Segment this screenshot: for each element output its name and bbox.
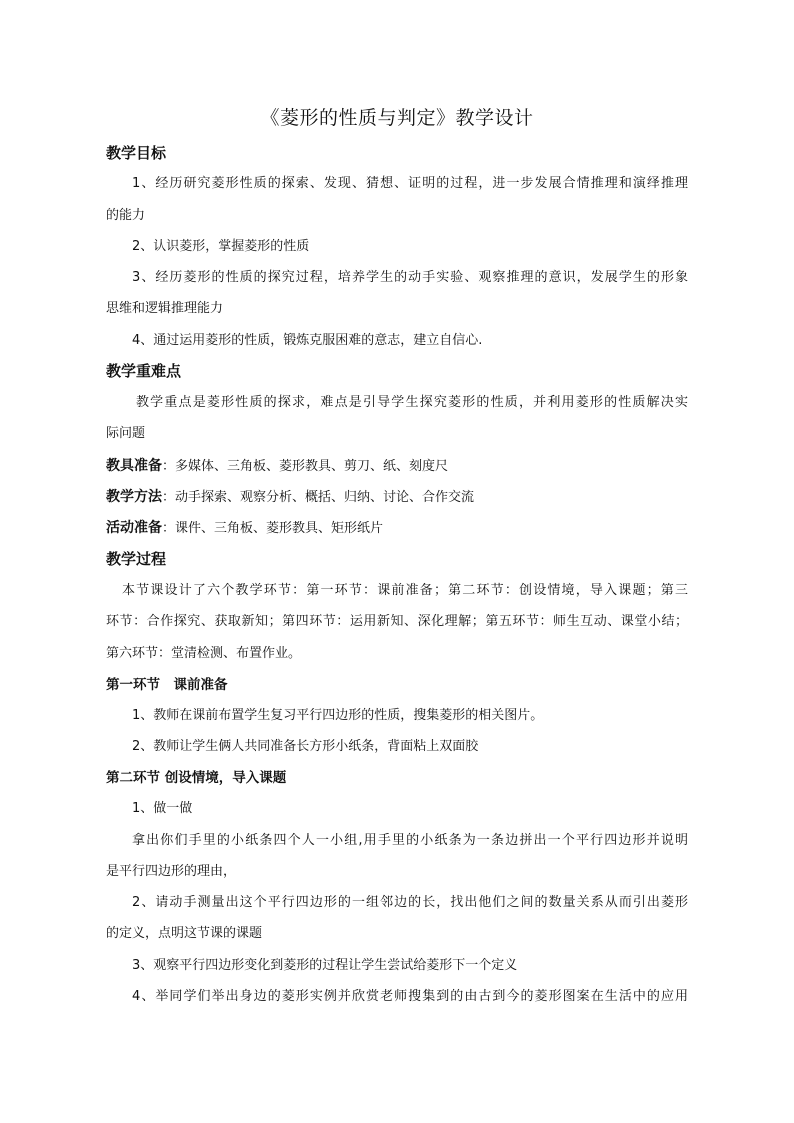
- key-points-line-2: 际问题: [106, 426, 146, 441]
- goal-2: 2、认识菱形，掌握菱形的性质: [132, 239, 310, 254]
- goal-1-line-1: 1、经历研究菱形性质的探索、发现、猜想、证明的过程，进一步发展合情推理和演绎推理: [132, 176, 688, 191]
- document-title: 《菱形的性质与判定》教学设计: [260, 107, 534, 129]
- tools-label: 教具准备: [106, 458, 162, 474]
- section-2-para-1-line-2: 是平行四边形的理由，: [106, 864, 237, 879]
- section-2-item-4: 4、举同学们举出身边的菱形实例并欣赏老师搜集到的由古到今的菱形图案在生活中的应用: [132, 989, 688, 1004]
- methods-text: ：动手探索、观察分析、概括、归纳、讨论、合作交流: [162, 490, 475, 505]
- section-1-item-2: 2、教师让学生俩人共同准备长方形小纸条，背面粘上双面胶: [132, 739, 479, 754]
- key-points-line-1: 教学重点是菱形性质的探求，难点是引导学生探究菱形的性质，并利用菱形的性质解决实: [136, 395, 688, 410]
- activity-row: [106, 516, 383, 541]
- section-2-item-2-line-2: 的定义，点明这节课的课题: [106, 926, 263, 941]
- tools-text: ：多媒体、三角板、菱形教具、剪刀、纸、刻度尺: [162, 459, 449, 474]
- goal-1-line-2: 的能力: [106, 208, 146, 223]
- process-heading: 教学过程: [106, 550, 167, 568]
- activity-label: 活动准备: [106, 520, 162, 536]
- goals-heading: 教学目标: [106, 144, 167, 162]
- key-points-heading: 教学重难点: [106, 362, 182, 380]
- tools-row: [106, 454, 448, 479]
- section-2-item-2-line-1: 2、请动手测量出这个平行四边形的一组邻边的长，找出他们之间的数量关系从而引出菱形: [132, 895, 688, 910]
- goal-3-line-1: 3、经历菱形的性质的探究过程，培养学生的动手实验、观察推理的意识，发展学生的形象: [132, 270, 688, 285]
- process-line-3: 第六环节：堂清检测、布置作业。: [106, 646, 302, 661]
- section-2-item-3: 3、观察平行四边形变化到菱形的过程让学生尝试给菱形下一个定义: [132, 958, 518, 973]
- section-1-item-1: 1、教师在课前布置学生复习平行四边形的性质，搜集菱形的相关图片。: [132, 708, 544, 723]
- section-2-item-1: 1、做一做: [132, 801, 193, 816]
- process-line-1: 本节课设计了六个教学环节：第一环节：课前准备；第二环节：创设情境，导入课题；第三: [122, 583, 688, 598]
- process-line-2: 环节：合作探究、获取新知；第四环节：运用新知、深化理解；第五环节：师生互动、课堂小结；: [106, 614, 688, 629]
- section-2-para-1-line-1: 拿出你们手里的小纸条四个人一小组,用手里的小纸条为一条边拼出一个平行四边形并说明: [132, 833, 688, 848]
- goal-3-line-2: 思维和逻辑推理能力: [106, 301, 224, 316]
- activity-text: ：课件、三角板、菱形教具、矩形纸片: [162, 521, 384, 536]
- goal-4: 4、通过运用菱形的性质，锻炼克服困难的意志，建立自信心.: [132, 333, 483, 348]
- methods-label: 教学方法: [106, 489, 162, 505]
- section-1-heading: 第一环节 课前准备: [106, 677, 228, 693]
- methods-row: [106, 485, 474, 510]
- section-2-heading: 第二环节 创设情境，导入课题: [106, 770, 287, 786]
